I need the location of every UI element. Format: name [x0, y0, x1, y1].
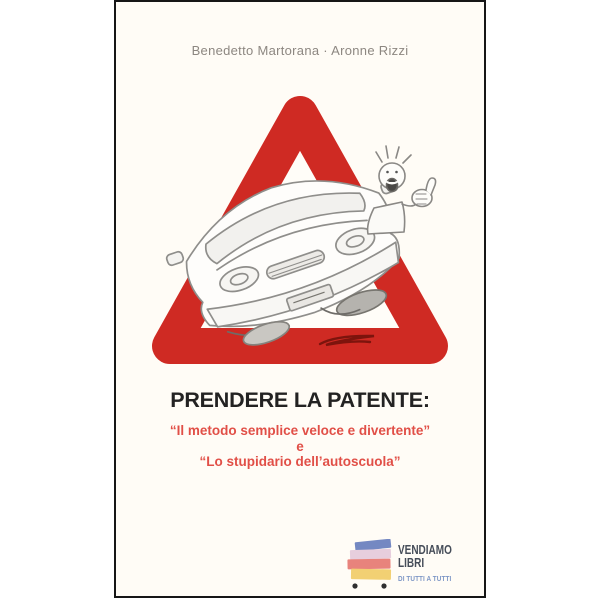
publisher-tagline: DI TUTTI A TUTTI	[398, 574, 452, 583]
publisher-text	[398, 539, 465, 591]
book-title: PRENDERE LA PATENTE:	[170, 388, 430, 412]
subtitle-connector: e	[296, 438, 304, 454]
subtitle-line2: “Lo stupidario dell’autoscuola”	[199, 454, 401, 469]
publisher-logo	[347, 539, 465, 591]
book-cart-icon	[347, 539, 393, 591]
book-cover	[114, 0, 486, 598]
driver-character	[368, 146, 436, 234]
subtitle-line1: “Il metodo semplice veloce e divertente”	[169, 423, 431, 438]
publisher-name-line2: LIBRI	[398, 556, 425, 570]
cover-artwork	[116, 2, 484, 596]
publisher-name-line1: VENDIAMO	[398, 543, 452, 557]
author-names: Benedetto Martorana · Aronne Rizzi	[191, 43, 409, 58]
book-subtitle	[116, 423, 484, 470]
